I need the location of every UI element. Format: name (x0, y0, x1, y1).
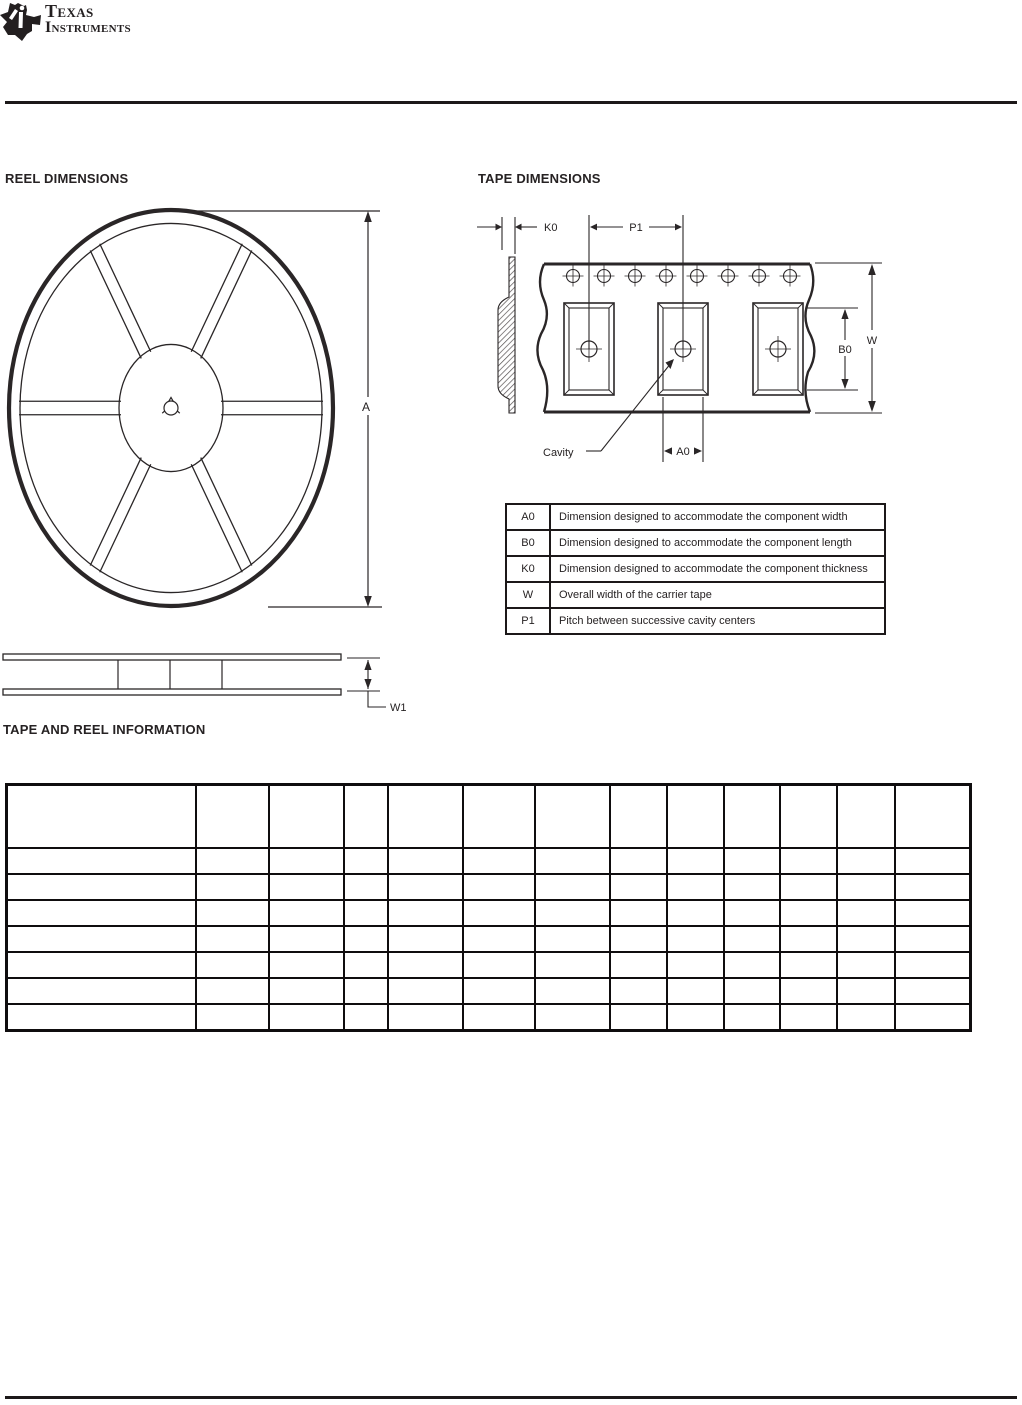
info-table-row (7, 900, 971, 926)
reel-dimensions-heading: REEL DIMENSIONS (5, 171, 129, 186)
info-table-cell (610, 900, 667, 926)
dim-k0-label: K0 (544, 222, 558, 234)
reel-spoke-line (201, 458, 252, 566)
info-table-cell (780, 926, 837, 952)
info-table-cell (463, 900, 535, 926)
info-table-cell (724, 1004, 780, 1031)
info-table-cell (780, 978, 837, 1004)
reel-inner-rim (20, 223, 322, 592)
dim-w1-label: W1 (390, 702, 407, 714)
reel-spoke-line (90, 250, 141, 358)
info-table-cell (344, 874, 388, 900)
info-table-cell (463, 926, 535, 952)
info-table-cell (535, 874, 610, 900)
info-table-cell (724, 952, 780, 978)
info-table-row (7, 952, 971, 978)
info-table-cell (388, 848, 463, 874)
info-table-cell (535, 848, 610, 874)
sprocket-hole (563, 266, 584, 287)
info-table-cell (837, 952, 895, 978)
dimension-definitions-table (505, 503, 886, 635)
info-table-cell (535, 926, 610, 952)
info-table-cell (344, 785, 388, 849)
sprocket-holes (563, 266, 801, 287)
info-table-cell (7, 926, 196, 952)
info-table-cell (535, 952, 610, 978)
info-table-cell (7, 900, 196, 926)
sprocket-hole (625, 266, 646, 287)
info-table-cell (895, 952, 971, 978)
info-table-cell (895, 785, 971, 849)
definition-symbol: A0 (506, 504, 550, 530)
info-table-cell (196, 952, 269, 978)
tape-edge-profile (498, 257, 515, 413)
info-table-cell (610, 785, 667, 849)
definition-description: Dimension designed to accommodate the component length (550, 530, 885, 556)
tape-dim-a0 (663, 397, 703, 462)
sprocket-hole (594, 266, 615, 287)
info-table-cell (196, 848, 269, 874)
info-table-cell (463, 952, 535, 978)
info-table-cell (610, 848, 667, 874)
info-table-cell (535, 978, 610, 1004)
info-table-cell (780, 1004, 837, 1031)
info-table-cell (196, 926, 269, 952)
info-table-cell (610, 874, 667, 900)
reel-spoke-line (191, 244, 242, 352)
info-table-cell (344, 848, 388, 874)
info-table-cell (7, 848, 196, 874)
info-table-cell (196, 1004, 269, 1031)
info-table-cell (269, 848, 344, 874)
info-table-cell (463, 978, 535, 1004)
info-table-cell (895, 848, 971, 874)
info-table-cell (196, 978, 269, 1004)
info-table-cell (724, 900, 780, 926)
definition-row (506, 608, 885, 634)
info-table-cell (535, 785, 610, 849)
sprocket-hole (749, 266, 770, 287)
info-table-cell (780, 952, 837, 978)
info-table-cell (667, 1004, 724, 1031)
brand-texas: Texas (45, 1, 94, 21)
dim-w-label: W (866, 335, 878, 347)
definition-symbol: P1 (506, 608, 550, 634)
ti-logo (0, 2, 200, 46)
info-table-cell (724, 978, 780, 1004)
info-table-cell (344, 1004, 388, 1031)
definition-row (506, 556, 885, 582)
info-table-cell (837, 874, 895, 900)
info-table-cell (895, 900, 971, 926)
info-table-cell (780, 848, 837, 874)
info-table-cell (667, 952, 724, 978)
info-table-cell (463, 785, 535, 849)
info-table-row (7, 978, 971, 1004)
info-table-cell (269, 1004, 344, 1031)
info-table-cell (837, 848, 895, 874)
info-table-cell (388, 785, 463, 849)
definition-description: Pitch between successive cavity centers (550, 608, 885, 634)
definition-symbol: K0 (506, 556, 550, 582)
info-table-cell (196, 785, 269, 849)
reel-spokes (19, 244, 323, 573)
info-table-cell (388, 1004, 463, 1031)
info-table-cell (724, 926, 780, 952)
info-table-cell (196, 874, 269, 900)
info-table-cell (269, 900, 344, 926)
info-table-cell (895, 874, 971, 900)
info-table-cell (463, 1004, 535, 1031)
info-table-cell (388, 874, 463, 900)
info-table-cell (724, 848, 780, 874)
reel-spoke-line (100, 464, 151, 572)
dim-b0-label: B0 (838, 344, 852, 356)
info-table-row (7, 848, 971, 874)
info-table-cell (837, 785, 895, 849)
info-table-cell (610, 1004, 667, 1031)
info-table-cell (610, 978, 667, 1004)
reel-outer-rim (9, 210, 333, 606)
info-table-cell (7, 952, 196, 978)
reel-dim-w1 (347, 658, 407, 714)
tape-reel-info-table (5, 783, 972, 1032)
sprocket-hole (780, 266, 801, 287)
reel-flange-bottom (3, 689, 341, 695)
info-table-cell (837, 978, 895, 1004)
info-table-row (7, 874, 971, 900)
info-table-cell (667, 978, 724, 1004)
sprocket-hole (656, 266, 677, 287)
info-table-cell (667, 926, 724, 952)
tape-reel-info-heading: TAPE AND REEL INFORMATION (3, 722, 206, 737)
info-table-cell (388, 952, 463, 978)
info-table-cell (837, 926, 895, 952)
info-table-cell (535, 900, 610, 926)
info-table-cell (344, 978, 388, 1004)
info-table-cell (7, 874, 196, 900)
cavity-label: Cavity (543, 447, 574, 459)
reel-flange-top (3, 654, 341, 660)
info-table-cell (196, 900, 269, 926)
info-table-cell (780, 874, 837, 900)
info-table-cell (269, 978, 344, 1004)
info-table-cell (463, 874, 535, 900)
info-table-cell (837, 1004, 895, 1031)
definition-description: Overall width of the carrier tape (550, 582, 885, 608)
info-table-cell (388, 926, 463, 952)
tape-torn-edge-left (537, 264, 547, 412)
info-table-cell (269, 926, 344, 952)
reel-side-view (0, 645, 430, 725)
info-table-cell (780, 900, 837, 926)
tape-dimensions-heading: TAPE DIMENSIONS (478, 171, 601, 186)
info-table-cell (667, 900, 724, 926)
tape-diagram (460, 200, 920, 500)
info-table-cell (7, 1004, 196, 1031)
info-table-cell (344, 952, 388, 978)
dim-p1-label: P1 (629, 222, 643, 234)
sprocket-hole (687, 266, 708, 287)
info-table-cell (463, 848, 535, 874)
reel-hub (119, 344, 223, 471)
info-table-cell (535, 1004, 610, 1031)
reel-diagram (0, 195, 400, 615)
dim-a-label: A (362, 400, 371, 414)
info-table-cell (895, 978, 971, 1004)
definition-description: Dimension designed to accommodate the component width (550, 504, 885, 530)
info-table-cell (269, 874, 344, 900)
ti-wordmark (45, 3, 131, 35)
info-table-cell (269, 785, 344, 849)
info-table-header-row (7, 785, 971, 849)
info-table-cell (895, 926, 971, 952)
reel-spoke-line (191, 464, 242, 572)
info-table-cell (610, 926, 667, 952)
sprocket-hole (718, 266, 739, 287)
cavity-center-mark (670, 336, 696, 362)
info-table-cell (7, 978, 196, 1004)
reel-center-keyhole (162, 398, 180, 416)
reel-spoke-line (100, 244, 151, 352)
definition-symbol: W (506, 582, 550, 608)
info-table-cell (667, 848, 724, 874)
info-table-cell (344, 900, 388, 926)
definition-description: Dimension designed to accommodate the component thickness (550, 556, 885, 582)
cavity-center-mark (765, 336, 791, 362)
info-table-row (7, 926, 971, 952)
definition-row (506, 582, 885, 608)
definition-symbol: B0 (506, 530, 550, 556)
footer-rule (5, 1396, 1017, 1399)
info-table-cell (837, 900, 895, 926)
dim-a0-label: A0 (676, 446, 690, 458)
cavity-center-mark (576, 336, 602, 362)
info-table-cell (667, 874, 724, 900)
brand-instruments: Instruments (45, 19, 131, 36)
reel-spoke-line (201, 250, 252, 358)
info-table-cell (780, 785, 837, 849)
info-table-cell (724, 785, 780, 849)
definition-row (506, 504, 885, 530)
info-table-cell (895, 1004, 971, 1031)
info-table-cell (667, 785, 724, 849)
info-table-cell (7, 785, 196, 849)
info-table-cell (610, 952, 667, 978)
info-table-cell (724, 874, 780, 900)
info-table-cell (388, 900, 463, 926)
header-rule (5, 101, 1017, 104)
definition-row (506, 530, 885, 556)
tape-dim-k0 (477, 217, 557, 254)
info-table-row (7, 1004, 971, 1031)
info-table-cell (269, 952, 344, 978)
reel-spoke-line (90, 458, 141, 566)
ti-logo-bug-icon (0, 2, 42, 42)
info-table-cell (344, 926, 388, 952)
info-table-cell (388, 978, 463, 1004)
